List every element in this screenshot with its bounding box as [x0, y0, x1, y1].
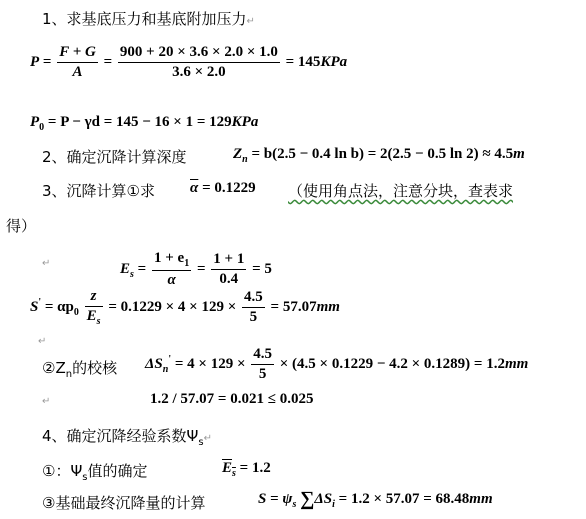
- fraction-f-g-over-a: $\frac{F + G}{A}$: [59, 44, 96, 80]
- equation-es-bar: $E_s = 1.2$: [222, 460, 271, 479]
- eq-symbol-p: P: [30, 53, 40, 70]
- check-label: $②Z_n$的校核: [42, 359, 118, 380]
- heading-step-2: 2、确定沉降计算深度: [42, 148, 187, 166]
- equation-s-prime: $S' = \alpha p_0$ $\frac{z}{E_s}$ = 0.1229 × 4 × 129 × $\frac{4.5}{5}$ = 57.07mm: [30, 288, 340, 327]
- equation-zn: $Z_n = b(2.5 - 0.4$ ln b) = 2(2.5 − 0.5 ln 2) ≈ 4.5m: [233, 146, 525, 165]
- equation-alpha-bar: $\overline{\alpha} = 0.1229$: [190, 180, 256, 196]
- paragraph-mark: ↵: [246, 16, 255, 27]
- equation-additional-pressure: $P_0 = P - \gamma d = 145 - 16 \times 1 = 129KPa$: [30, 114, 259, 133]
- paragraph-mark: ↵: [42, 258, 51, 269]
- fraction-base-pressure-calc: $\frac{900 + 20 \times 3.6 \times 2.0 \times 1.0}{3.6 \times 2.0}$: [119, 44, 278, 80]
- equation-ratio: 1.2 / 57.07 = 0.021 ≤ 0.025: [150, 391, 314, 407]
- heading-step-1: 1、求基底压力和基底附加压力↵: [42, 10, 255, 28]
- item-3-label: ③基础最终沉降量的计算: [42, 494, 206, 512]
- equation-final-settlement: $S = \psi_s$ $\sum\Delta S_i = 1.2 \times 57.07 = 68.48mm$: [258, 488, 493, 510]
- heading-step-3-note: （使用角点法，注意分块，查表求: [288, 182, 514, 200]
- heading-step-3: 3、沉降计算①求: [42, 182, 155, 200]
- heading-step-3-note-cont: 得）: [6, 217, 37, 235]
- equation-check: $\Delta S_n' = 4 \times 129$ × $\frac{4.5}{5}$ × (4.5 × 0.1229 − 4.2 × 0.1289) = 1.2mm: [145, 346, 529, 382]
- paragraph-mark: ↵: [38, 336, 47, 347]
- equation-base-pressure: P = $\frac{F + G}{A}$ = $\frac{900 + 20 \times 3.6 \times 2.0 \times 1.0}{3.6 \times 2.0}$ = 145KPa: [30, 44, 348, 80]
- equation-es: $E_s$ = $\frac{1 + e_1}{\alpha}$ = $\frac{1 + 1}{0.4}$ = 5: [120, 250, 272, 288]
- item-1-label: ①：$\Psi_s$值的确定: [42, 462, 148, 483]
- paragraph-mark: ↵: [42, 396, 51, 407]
- heading-step-4: 4、确定沉降经验系数$\Psi_s↵$: [42, 427, 212, 448]
